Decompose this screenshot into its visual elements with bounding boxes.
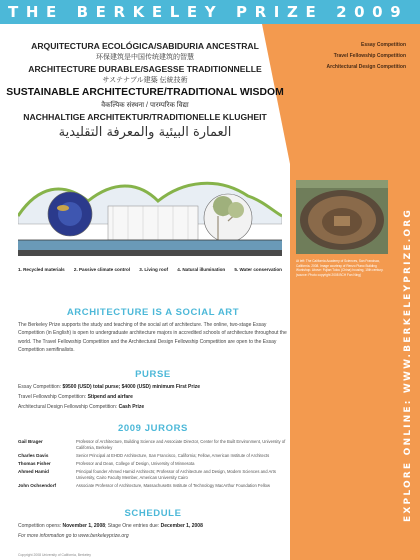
purse-value: Cash Prize (118, 404, 145, 410)
explore-online-text: EXPLORE ONLINE: WWW.BERKELEYPRIZE.ORG (403, 208, 413, 522)
purse-line (18, 382, 288, 392)
copyright-notice: Copyright 2008 University of California, Berkeley (18, 553, 91, 557)
juror-description: Senior Principal at EHDD Architecture, San Francisco, California; Fellow, American Institute of Architects (76, 452, 270, 458)
social-art-heading: ARCHITECTURE IS A SOCIAL ART (66, 307, 240, 318)
purse-section (18, 369, 288, 412)
purse-value: Stipend and airfare (87, 394, 133, 400)
schedule-heading: SCHEDULE (124, 508, 182, 519)
jurors-heading: 2009 JURORS (118, 423, 188, 434)
social-art-section (18, 307, 288, 355)
schedule-dates (18, 521, 288, 531)
juror-name: Thomas Fisher (18, 460, 51, 466)
competition-item-design: Architectural Design Competition (326, 64, 406, 70)
multilingual-titles (0, 40, 290, 142)
jurors-section (18, 423, 288, 491)
juror-description: Professor and Dean, College of Design, University of Minnesota (76, 460, 195, 466)
schedule-section (18, 508, 288, 541)
juror-name: John Ochsendorf (18, 482, 57, 488)
title-chinese: 环保建筑是中国传统建筑的智慧 (96, 54, 194, 61)
competition-item-essay: Essay Competition (360, 42, 406, 48)
juror-row (18, 439, 288, 450)
title-english: SUSTAINABLE ARCHITECTURE/TRADITIONAL WISDOM (6, 87, 284, 98)
purse-heading: PURSE (135, 369, 171, 380)
schedule-open-prefix: Competition opens: (18, 523, 63, 529)
more-info-link[interactable]: For more information go to www.berkeleyprize.org (18, 533, 129, 539)
purse-line (18, 392, 288, 402)
competition-list (327, 40, 406, 73)
purse-line (18, 402, 288, 412)
competition-item-travel: Travel Fellowship Competition (333, 53, 406, 59)
illustration-legend (18, 267, 282, 272)
photo-caption: At left: The California Academy of Sciences, San Francisco, California. 2008. Image courtesy of Renzo Piano Building Workshop. Above: Fujian Tulou (China) housing, 15th century. (source: Photo copyright 2008 BCH Fan Ning) (296, 259, 384, 277)
header-banner (0, 0, 420, 24)
title-arabic: العمارة البيئية والمعرفة التقليدية (58, 125, 232, 140)
social-art-body: The Berkeley Prize supports the study and teaching of the social art of architecture. The online, two-stage Essay Competition (in English) is open to undergraduate architecture majors in accredited schools of architecture throughout the world. The Travel Fellowship Competition and the Architectural Design Fellowship Competition are open to the Essay Competition semifinalists. (18, 322, 287, 354)
purse-label: Essay Competition: (18, 384, 63, 390)
schedule-deadline-prefix: ; Stage One entries due: (105, 523, 161, 529)
schedule-deadline-date: December 1, 2008 (160, 523, 203, 529)
title-hindi: वैकल्पिक संस्थना / पारम्परिक विद्या (101, 102, 189, 109)
juror-row (18, 461, 288, 467)
title-french: ARCHITECTURE DURABLE/SAGESSE TRADITIONNELLE (28, 64, 262, 74)
tulou-photo (296, 180, 388, 254)
title-german: NACHHALTIGE ARCHITEKTUR/TRADITIONELLE KLUGHEIT (23, 112, 267, 122)
purse-label: Travel Fellowship Competition: (18, 394, 88, 400)
juror-description: Associate Professor of Architecture, Massachusetts Institute of Technology MacArthur Foundation Fellow (76, 482, 271, 488)
schedule-open-date: November 1, 2008 (62, 523, 106, 529)
juror-description: Professor of Architecture, Building Science and Associate Director, Center for the Built Environment, University of California, Berkeley (76, 439, 286, 450)
header-title: THE BERKELEY PRIZE 2009 (8, 3, 409, 21)
legend-item: 5. Water conservation (234, 267, 282, 272)
legend-item: 4. Natural illumination (177, 267, 226, 272)
juror-name: Charles Davis (18, 452, 49, 458)
juror-description: Principal founder Ahmed Hamid Architects; Professor of Architecture and Design, Modern Sciences and Arts University, Cairo Faculty Member, American University Cairo (76, 469, 276, 480)
building-section-illustration (18, 176, 282, 262)
juror-row (18, 483, 288, 489)
legend-item: 2. Passive climate control (73, 267, 131, 272)
juror-row (18, 469, 288, 480)
purse-label: Architectural Design Fellowship Competition: (18, 404, 119, 410)
explore-online-url[interactable] (401, 180, 415, 550)
title-spanish: ARQUITECTURA ECOLÓGICA/SABIDURIA ANCESTRAL (31, 41, 259, 51)
juror-name: Gail Brager (18, 439, 43, 444)
legend-item: 3. Living roof (139, 267, 169, 272)
juror-row (18, 453, 288, 459)
title-japanese: サステナブル建築 伝統技術 (102, 77, 188, 84)
legend-item: 1. Recycled materials (18, 267, 65, 272)
juror-name: Ahmed Hamid (18, 469, 49, 475)
purse-value: $9500 (USD) total purse; $4000 (USD) minimum First Prize (62, 384, 201, 390)
